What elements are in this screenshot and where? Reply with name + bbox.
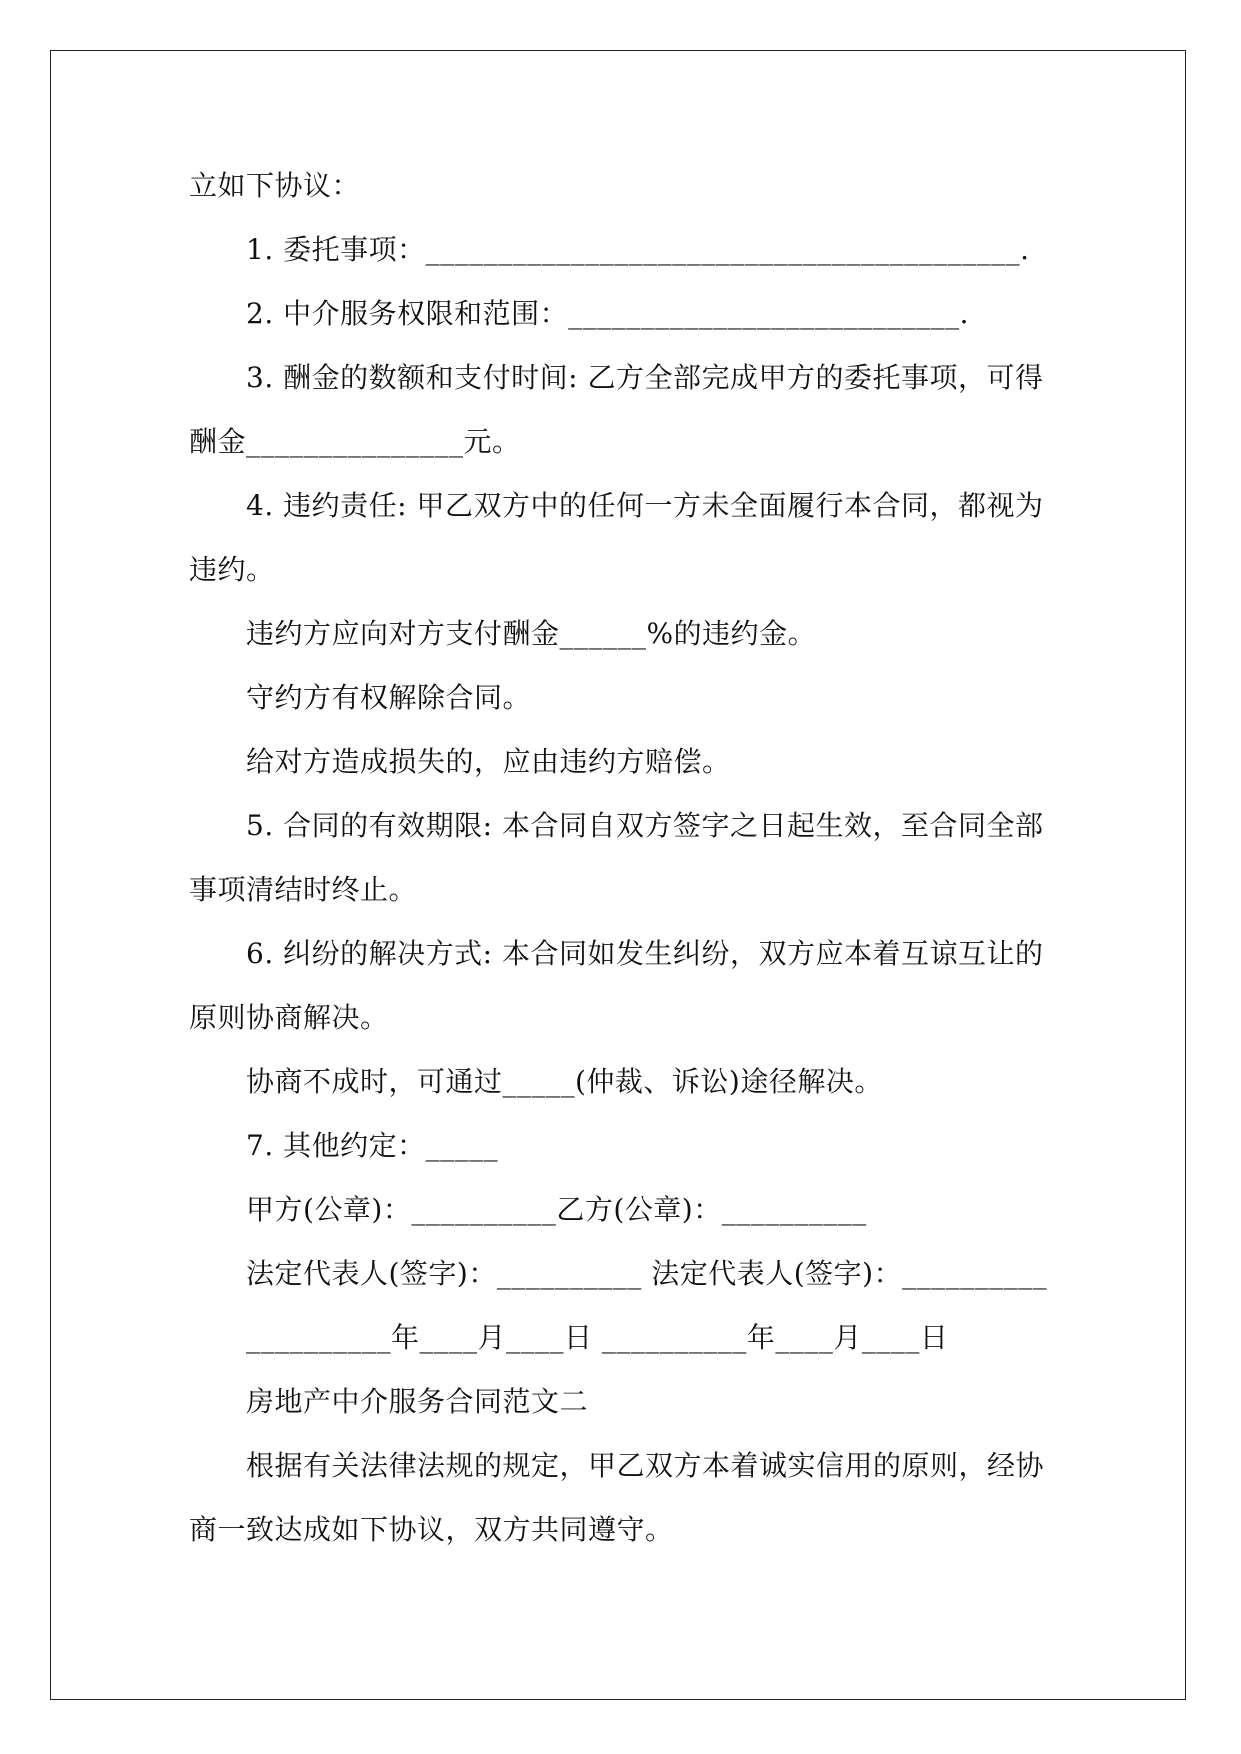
signature-representative-line: 法定代表人(签字)：__________ 法定代表人(签字)：__________ bbox=[246, 1257, 1048, 1290]
clause-3-remuneration: 3. 酬金的数额和支付时间: 乙方全部完成甲方的委托事项，可得 bbox=[246, 361, 1044, 394]
text-line: 事项清结时终止。 bbox=[189, 873, 418, 906]
signature-seal-line: 甲方(公章)：__________乙方(公章)：__________ bbox=[246, 1193, 867, 1226]
signature-date-line: __________年____月____日 __________年____月____日 bbox=[246, 1321, 949, 1354]
clause-5-validity: 5. 合同的有效期限: 本合同自双方签字之日起生效，至合同全部 bbox=[246, 809, 1044, 842]
text-line: 立如下协议： bbox=[189, 169, 361, 202]
clause-7-other: 7. 其他约定：_____ bbox=[246, 1129, 499, 1162]
text-line: 守约方有权解除合同。 bbox=[246, 681, 532, 714]
clause-2-service-scope: 2. 中介服务权限和范围：___________________________. bbox=[246, 297, 970, 330]
text-line: 违约方应向对方支付酬金______%的违约金。 bbox=[246, 617, 817, 650]
text-line: 原则协商解决。 bbox=[189, 1001, 389, 1034]
clause-1-entrusted-matters: 1. 委托事项：_________________________________________. bbox=[246, 233, 1030, 266]
clause-6-dispute-resolution: 6. 纠纷的解决方式: 本合同如发生纠纷，双方应本着互谅互让的 bbox=[246, 937, 1044, 970]
section-heading: 房地产中介服务合同范文二 bbox=[246, 1385, 589, 1418]
text-line: 给对方造成损失的，应由违约方赔偿。 bbox=[246, 745, 731, 778]
text-line: 商一致达成如下协议，双方共同遵守。 bbox=[189, 1513, 674, 1546]
document-body bbox=[189, 154, 1059, 1562]
clause-4-liability: 4. 违约责任: 甲乙双方中的任何一方未全面履行本合同，都视为 bbox=[246, 489, 1044, 522]
text-line: 根据有关法律法规的规定，甲乙双方本着诚实信用的原则，经协 bbox=[246, 1449, 1045, 1482]
text-line: 违约。 bbox=[189, 553, 275, 586]
text-line: 协商不成时，可通过_____(仲裁、诉讼)途径解决。 bbox=[246, 1065, 883, 1098]
text-line: 酬金_______________元。 bbox=[189, 425, 521, 458]
